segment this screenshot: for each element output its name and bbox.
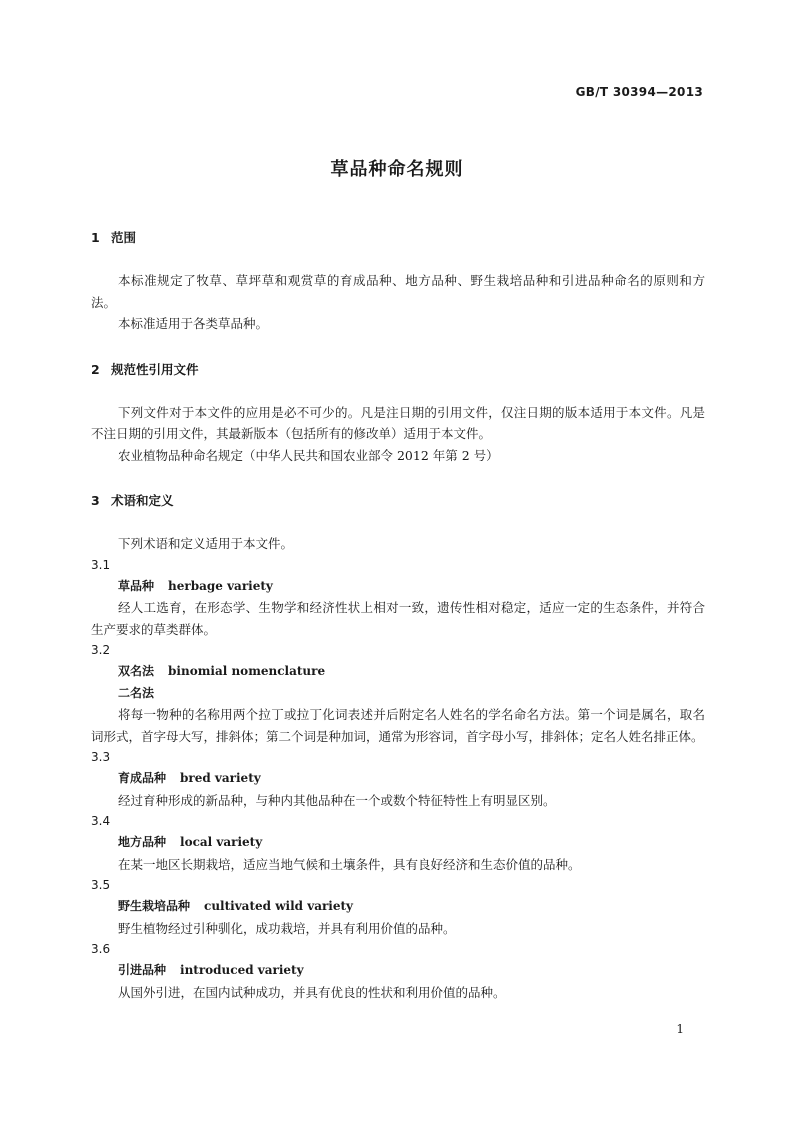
paragraph: 下列术语和定义适用于本文件。	[118, 536, 294, 551]
term-heading	[91, 661, 705, 683]
term-number: 3.2	[91, 643, 111, 657]
paragraph: 农业植物品种命名规定（中华人民共和国农业部令 2012 年第 2 号）	[118, 447, 499, 463]
term-heading	[91, 768, 705, 790]
term-definition: 经人工选育，在形态学、生物学和经济性状上相对一致，遗传性相对稳定，适应一定的生态条件，并符合生产要求的草类群体。	[91, 600, 705, 637]
term-heading	[91, 832, 705, 854]
term-en: bred variety	[180, 771, 261, 785]
term-heading	[91, 896, 705, 918]
term-heading	[91, 960, 705, 982]
section-number: 1	[91, 230, 100, 245]
term-definition: 从国外引进，在国内试种成功，并具有优良的性状和利用价值的品种。	[118, 984, 506, 1000]
section-2-heading	[91, 360, 705, 380]
term-number: 3.4	[91, 814, 111, 828]
section-number: 3	[91, 493, 100, 508]
section-number: 2	[91, 361, 100, 377]
term-heading	[91, 576, 705, 598]
document-body	[91, 228, 705, 1003]
term-alt-name	[91, 683, 705, 705]
section-title: 规范性引用文件	[111, 361, 199, 377]
term-definition: 将每一物种的名称用两个拉丁或拉丁化词表述并后附定名人姓名的学名命名方法。第一个词是属名，取名词形式，首字母大写，排斜体；第二个词是种加词，通常为形容词，首字母小写，排斜体；定名人姓名排正体。	[91, 707, 705, 744]
term-zh: 育成品种	[118, 771, 167, 785]
term-number: 3.5	[91, 878, 111, 892]
term-zh: 野生栽培品种	[118, 899, 191, 913]
section-3-heading	[91, 491, 705, 511]
document-title: 草品种命名规则	[330, 159, 464, 180]
term-en: local variety	[180, 835, 263, 849]
term-definition: 经过育种形成的新品种，与种内其他品种在一个或数个特征特性上有明显区别。	[118, 792, 556, 808]
term-number: 3.3	[91, 750, 111, 764]
term-number: 3.1	[91, 557, 111, 572]
term-definition: 野生植物经过引种驯化，成功栽培，并具有利用价值的品种。	[118, 920, 456, 936]
term-number: 3.6	[91, 942, 111, 956]
paragraph: 下列文件对于本文件的应用是必不可少的。凡是注日期的引用文件，仅注日期的版本适用于本文件。凡是不注日期的引用文件，其最新版本（包括所有的修改单）适用于本文件。	[91, 404, 705, 441]
page-number: 1	[676, 1022, 684, 1036]
term-en: cultivated wild variety	[204, 899, 353, 913]
section-title: 术语和定义	[111, 493, 174, 508]
term-definition: 在某一地区长期栽培，适应当地气候和土壤条件，具有良好经济和生态价值的品种。	[118, 856, 581, 872]
term-zh: 双名法	[118, 664, 155, 678]
paragraph: 本标准规定了牧草、草坪草和观赏草的育成品种、地方品种、野生栽培品种和引进品种命名的原则和方法。	[91, 273, 705, 310]
section-title: 范围	[111, 230, 137, 245]
paragraph: 本标准适用于各类草品种。	[118, 316, 269, 331]
term-zh: 引进品种	[118, 963, 167, 977]
term-en: introduced variety	[180, 963, 304, 977]
standard-code: GB/T 30394—2013	[575, 85, 703, 99]
section-1-heading	[91, 228, 705, 248]
term-zh: 草品种	[118, 578, 155, 593]
term-en: herbage variety	[168, 578, 273, 593]
term-alt-zh: 二名法	[118, 685, 155, 700]
term-zh: 地方品种	[118, 835, 167, 849]
term-en: binomial nomenclature	[168, 664, 326, 678]
